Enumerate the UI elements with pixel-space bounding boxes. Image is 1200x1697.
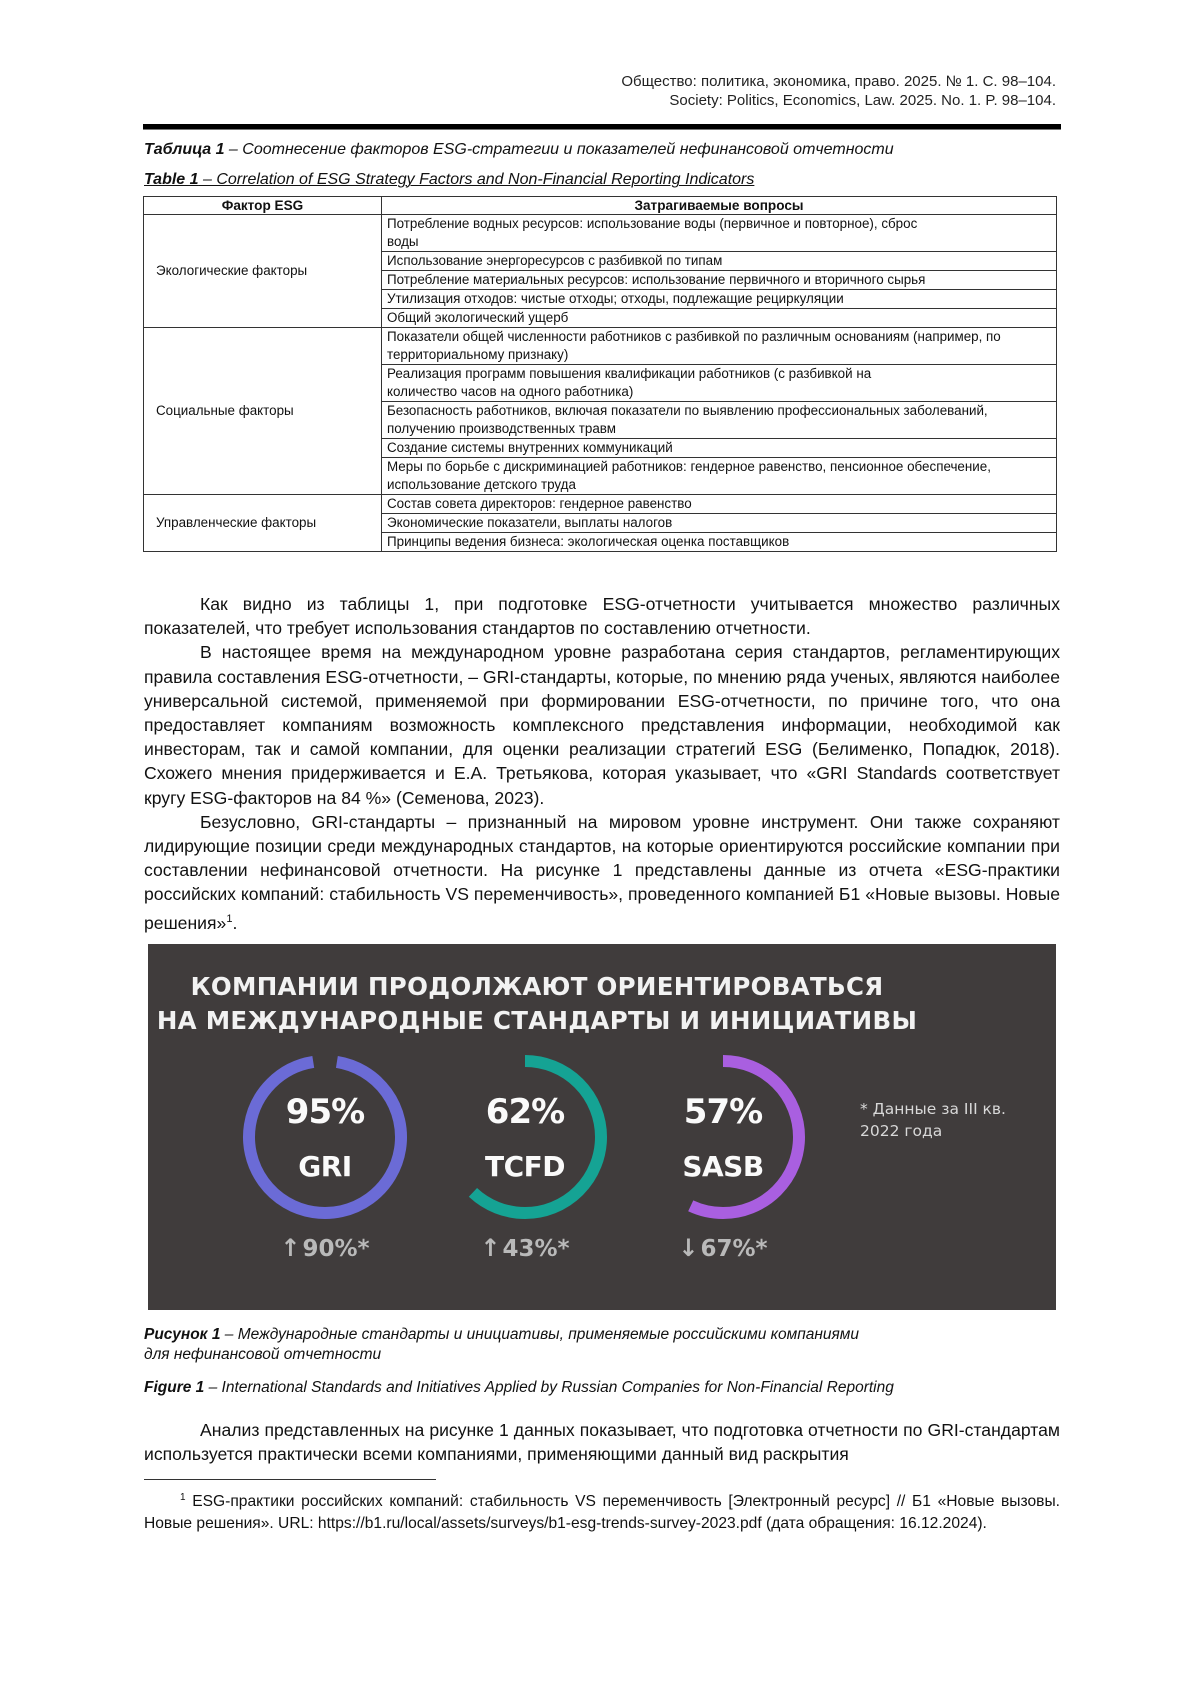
issue-cell: Безопасность работников, включая показатели по выявлению профессиональных заболеваний, получению производственных травм bbox=[382, 402, 1057, 439]
factor-social: Социальные факторы bbox=[144, 328, 382, 495]
figure-caption-ru-text: – Международные стандарты и инициативы, применяемые российскими компаниями bbox=[220, 1326, 860, 1343]
tcfd-previous bbox=[440, 1234, 610, 1262]
figure-caption-ru bbox=[144, 1325, 859, 1365]
sasb-percent: 57% bbox=[683, 1092, 763, 1132]
issue-cell: Принципы ведения бизнеса: экологическая оценка поставщиков bbox=[382, 533, 1057, 552]
sasb-previous bbox=[638, 1234, 808, 1262]
figure-note bbox=[860, 1098, 1006, 1142]
tcfd-ring-icon bbox=[440, 1052, 610, 1222]
paragraph-end: . bbox=[232, 912, 238, 933]
table-row bbox=[144, 328, 1057, 365]
figure-caption-ru-text2: для нефинансовой отчетности bbox=[144, 1346, 382, 1363]
table-caption-en-text: – Correlation of ESG Strategy Factors and Non-Financial Reporting Indicators bbox=[198, 171, 755, 188]
issue-cell: Потребление материальных ресурсов: использование первичного и вторичного сырья bbox=[382, 271, 1057, 290]
footnote-rule bbox=[144, 1479, 436, 1480]
gri-label: GRI bbox=[298, 1150, 352, 1183]
paragraph bbox=[144, 810, 1060, 935]
body-text-1 bbox=[144, 592, 1060, 935]
issue-cell: Состав совета директоров: гендерное равенство bbox=[382, 495, 1057, 514]
table-caption-ru-label: Таблица 1 bbox=[144, 141, 225, 158]
figure-standards-infographic bbox=[148, 944, 1056, 1310]
paragraph: Как видно из таблицы 1, при подготовке ESG-отчетности учитывается множество различных показателей, что требует использования стандартов по составлению отчетности. bbox=[144, 594, 1060, 639]
table-caption-ru-text: – Соотнесение факторов ESG-стратегии и показателей нефинансовой отчетности bbox=[224, 141, 894, 158]
footnote-mark: 1 bbox=[180, 1492, 186, 1503]
issue-cell: Утилизация отходов: чистые отходы; отходы, подлежащие рециркуляции bbox=[382, 290, 1057, 309]
arrow-down-icon: ↓ bbox=[678, 1234, 699, 1262]
issue-cell: Использование энергоресурсов с разбивкой по типам bbox=[382, 252, 1057, 271]
header-rule bbox=[143, 124, 1061, 130]
gri-ring-icon bbox=[240, 1052, 410, 1222]
gri-previous-value: 90%* bbox=[302, 1236, 370, 1262]
header-issues: Затрагиваемые вопросы bbox=[382, 197, 1057, 215]
gri-percent: 95% bbox=[285, 1092, 365, 1132]
paragraph-text: Безусловно, GRI-стандарты – признанный на мировом уровне инструмент. Они также сохраняют лидирующие позиции среди международных стандартов, на которые ориентируются российские компании при составлении нефинансовой отчетности. На рисунке 1 представлены данные из отчета «ESG-практики российских компаний: стабильность VS переменчивость», проведенного компанией Б1 «Новые вызовы. Новые решения» bbox=[144, 811, 1060, 933]
footnote-text[interactable]: ESG-практики российских компаний: стабильность VS переменчивость [Электронный ресурс] // Б1 «Новые вызовы. Новые решения». URL: https://b1.ru/local/assets/surveys/b1-esg-trends-survey-2023.pdf (дата обращения: 16.12.2024). bbox=[144, 1493, 1060, 1533]
arrow-up-icon: ↑ bbox=[280, 1234, 301, 1262]
issue-cell: Потребление водных ресурсов: использование воды (первичное и повторное), сброс воды bbox=[382, 215, 1057, 252]
sasb-ring-icon bbox=[638, 1052, 808, 1222]
figure-title-line1: КОМПАНИИ ПРОДОЛЖАЮТ ОРИЕНТИРОВАТЬСЯ bbox=[190, 972, 884, 1001]
arrow-up-icon: ↑ bbox=[480, 1234, 501, 1262]
tcfd-label: TCFD bbox=[484, 1150, 566, 1183]
issue-cell: Общий экологический ущерб bbox=[382, 309, 1057, 328]
running-head-en: Society: Politics, Economics, Law. 2025. No. 1. P. 98–104. bbox=[669, 92, 1056, 109]
ring-gri bbox=[240, 1052, 410, 1222]
table-caption-en-label: Table 1 bbox=[144, 171, 199, 188]
issue-cell: Экономические показатели, выплаты налогов bbox=[382, 514, 1057, 533]
footnote-ref[interactable]: 1 bbox=[226, 912, 233, 925]
figure-note-line1: * Данные за III кв. bbox=[860, 1100, 1006, 1118]
figure-caption-en bbox=[144, 1378, 894, 1398]
table-row bbox=[144, 495, 1057, 514]
factor-governance: Управленческие факторы bbox=[144, 495, 382, 552]
issue-cell: Показатели общей численности работников с разбивкой по различным основаниям (например, по территориальному признаку) bbox=[382, 328, 1057, 365]
sasb-label: SASB bbox=[682, 1150, 764, 1183]
issue-cell: Реализация программ повышения квалификации работников (с разбивкой на количество часов на одного работника) bbox=[382, 365, 1057, 402]
figure-caption-en-text: – International Standards and Initiatives Applied by Russian Companies for Non-Financial Reporting bbox=[204, 1379, 894, 1396]
factor-environmental: Экологические факторы bbox=[144, 215, 382, 328]
running-head bbox=[621, 72, 1056, 110]
paragraph: Анализ представленных на рисунке 1 данных показывает, что подготовка отчетности по GRI-стандартам используется практически всеми компаниями, применяющими данный вид раскрытия bbox=[144, 1420, 1060, 1465]
figure-title bbox=[148, 970, 926, 1038]
esg-factors-table bbox=[143, 196, 1057, 552]
figure-title-line2: НА МЕЖДУНАРОДНЫЕ СТАНДАРТЫ И ИНИЦИАТИВЫ bbox=[156, 1006, 918, 1035]
table-row bbox=[144, 215, 1057, 252]
footnote bbox=[144, 1487, 1060, 1535]
ring-tcfd bbox=[440, 1052, 610, 1222]
tcfd-percent: 62% bbox=[485, 1092, 565, 1132]
table-caption-en bbox=[144, 171, 754, 189]
body-text-2 bbox=[144, 1418, 1060, 1466]
paragraph: В настоящее время на международном уровне разработана серия стандартов, регламентирующих правила составления ESG-отчетности, – GRI-стандарты, которые, по мнению ряда ученых, являются наиболее универсальной системой, применяемой при формировании ESG-отчетности, по причине того, что она предоставляет компаниям возможность комплексного представления информации, необходимой как инвесторам, так и самой компании, для оценки реализации стратегий ESG (Белименко, Попадюк, 2018). Схожего мнения придерживается и Е.А. Третьякова, которая указывает, что «GRI Standards соответствует кругу ESG-факторов на 84 %» (Семенова, 2023). bbox=[144, 642, 1061, 808]
header-factor: Фактор ESG bbox=[144, 197, 382, 215]
issue-cell: Создание системы внутренних коммуникаций bbox=[382, 439, 1057, 458]
running-head-ru: Общество: политика, экономика, право. 2025. № 1. С. 98–104. bbox=[621, 73, 1056, 90]
table-caption-ru bbox=[144, 141, 894, 159]
sasb-previous-value: 67%* bbox=[700, 1236, 768, 1262]
table-header-row bbox=[144, 197, 1057, 215]
issue-cell: Меры по борьбе с дискриминацией работников: гендерное равенство, пенсионное обеспечение, использование детского труда bbox=[382, 458, 1057, 495]
tcfd-previous-value: 43%* bbox=[502, 1236, 570, 1262]
ring-sasb bbox=[638, 1052, 808, 1222]
figure-note-line2: 2022 года bbox=[860, 1122, 943, 1140]
figure-caption-en-label: Figure 1 bbox=[144, 1379, 205, 1396]
figure-caption-ru-label: Рисунок 1 bbox=[144, 1326, 221, 1343]
footnote-paragraph bbox=[144, 1487, 1060, 1535]
gri-previous bbox=[240, 1234, 410, 1262]
